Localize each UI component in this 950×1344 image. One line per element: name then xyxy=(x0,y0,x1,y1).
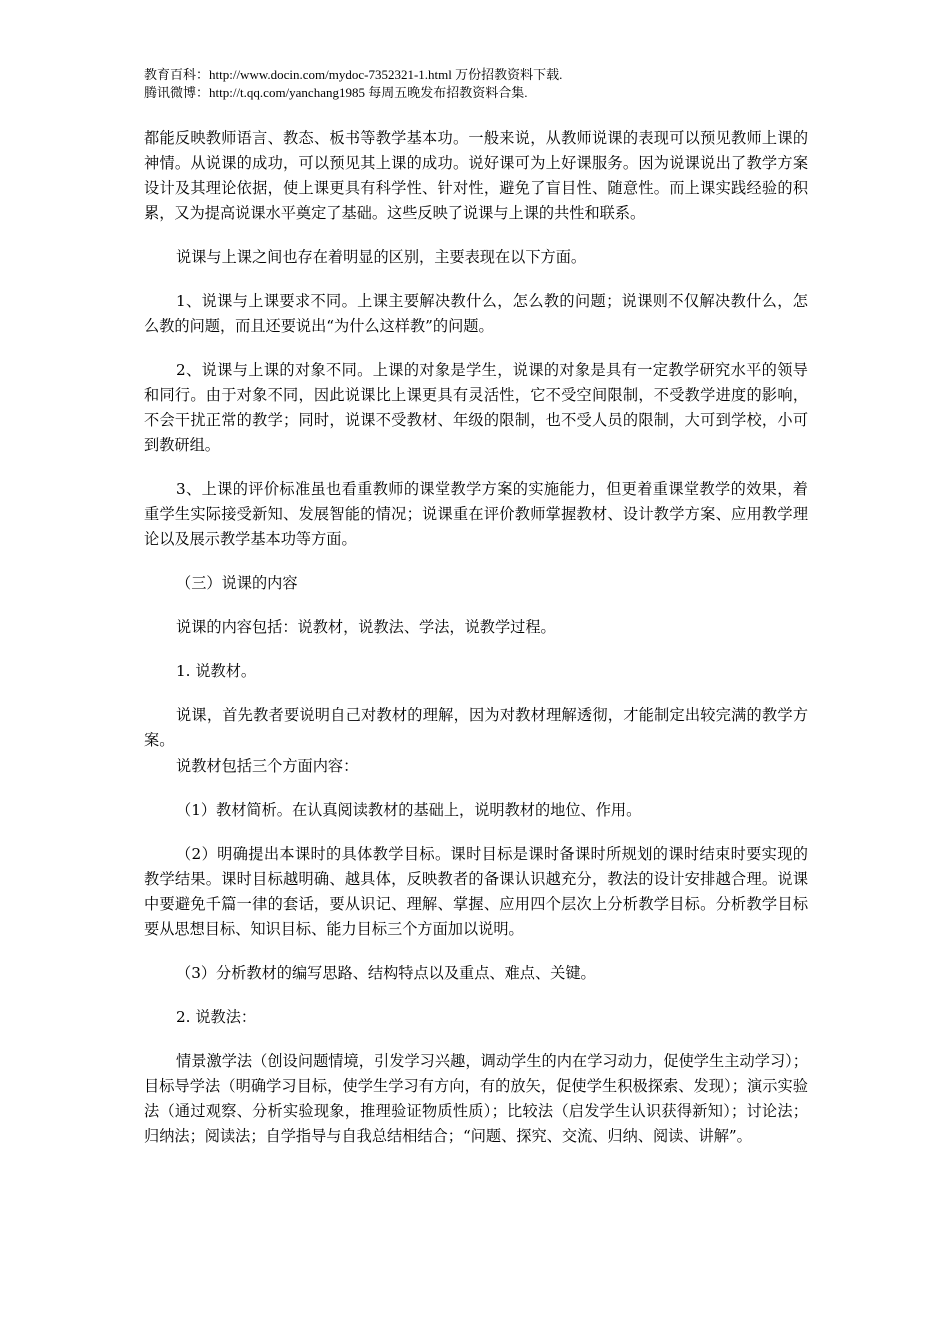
paragraph-teaching-methods-list: 情景激学法（创设问题情境，引发学习兴趣，调动学生的内在学习动力，促使学生主动学习）；目标导学法（明确学习目标，使学生学习有方向，有的放矢，促使学生积极探索、发现）；演示实验法（通过观察、分析实验现象，推理验证物质性质）；比较法（启发学生认识获得新知）；讨论法；归纳法；阅读法；自学指导与自我总结相结合；“问题、探究、交流、归纳、阅读、讲解”。 xyxy=(144,1052,808,1145)
paragraph-continuation: 都能反映教师语言、教态、板书等教学基本功。一般来说，从教师说课的表现可以预见教师上课的神情。从说课的成功，可以预见其上课的成功。说好课可为上好课服务。因为说课说出了教学方案设计及其理论依据，使上课更具有科学性、针对性，避免了盲目性、随意性。而上课实践经验的积累，又为提高说课水平奠定了基础。这些反映了说课与上课的共性和联系。 xyxy=(144,129,808,222)
paragraph-content-overview: 说课的内容包括：说教材，说教法、学法，说教学过程。 xyxy=(176,618,556,636)
paragraph-textbook-intro: 说课，首先教者要说明自己对教材的理解，因为对教材理解透彻，才能制定出较完满的教学方案。 xyxy=(144,706,808,749)
paragraph-difference-1: 1、说课与上课要求不同。上课主要解决教什么，怎么教的问题；说课则不仅解决教什么，怎么教的问题，而且还要说出“为什么这样教”的问题。 xyxy=(144,292,808,335)
paragraph-textbook-structure: （3）分析教材的编写思路、结构特点以及重点、难点、关键。 xyxy=(176,964,596,982)
paragraph-textbook-analysis: （1）教材简析。在认真阅读教材的基础上，说明教材的地位、作用。 xyxy=(176,801,642,819)
header-line-docin: 教育百科：http://www.docin.com/mydoc-7352321-1.html 万份招教资料下载. xyxy=(144,67,563,82)
paragraph-teaching-objectives: （2）明确提出本课时的具体教学目标。课时目标是课时备课时所规划的课时结束时要实现的教学结果。课时目标越明确、越具体，反映教者的备课认识越充分，教法的设计安排越合理。说课中要避免千篇一律的套话，要从识记、理解、掌握、应用四个层次上分析教学目标。分析教学目标要从思想目标、知识目标、能力目标三个方面加以说明。 xyxy=(144,845,808,938)
paragraph-difference-3: 3、上课的评价标准虽也看重教师的课堂教学方案的实施能力，但更着重课堂教学的效果，着重学生实际接受新知、发展智能的情况；说课重在评价教师掌握教材、设计教学方案、应用教学理论以及展示教学基本功等方面。 xyxy=(144,480,808,548)
paragraph-textbook-aspects: 说教材包括三个方面内容： xyxy=(176,757,359,775)
heading-teaching-methods: 2. 说教法： xyxy=(176,1008,257,1026)
page-header xyxy=(144,66,824,102)
paragraph-difference-2: 2、说课与上课的对象不同。上课的对象是学生，说课的对象是具有一定教学研究水平的领导和同行。由于对象不同，因此说课比上课更具有灵活性，它不受空间限制，不受教学进度的影响，不会干扰正常的教学；同时，说课不受教材、年级的限制，也不受人员的限制，大可到学校，小可到教研组。 xyxy=(144,361,808,454)
document-body xyxy=(144,126,808,1168)
heading-textbook: 1. 说教材。 xyxy=(176,662,257,680)
header-line-weibo: 腾讯微博：http://t.qq.com/yanchang1985 每周五晚发布招教资料合集. xyxy=(144,85,528,100)
section-heading-content: （三）说课的内容 xyxy=(176,574,298,592)
paragraph-differences-intro: 说课与上课之间也存在着明显的区别，主要表现在以下方面。 xyxy=(176,248,587,266)
